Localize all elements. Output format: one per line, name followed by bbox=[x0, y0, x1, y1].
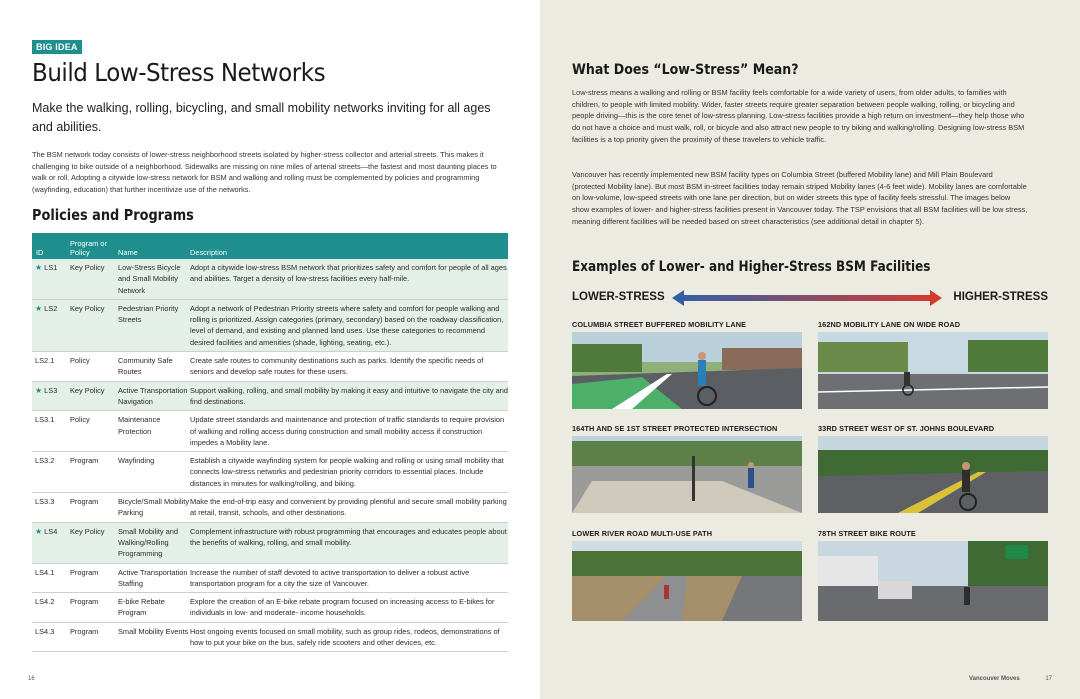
cell-id-text: LS2 bbox=[44, 303, 58, 313]
cell-type: Program bbox=[70, 497, 99, 507]
cell-id bbox=[32, 596, 70, 619]
star-icon: ★ bbox=[35, 263, 43, 272]
cell-id-text: LS1 bbox=[44, 263, 58, 272]
page-number-right: 17 bbox=[1045, 676, 1052, 682]
cell-name: Wayfinding bbox=[118, 456, 155, 466]
cell-type: Policy bbox=[70, 415, 90, 425]
photo-lower-river-road bbox=[572, 529, 802, 621]
cell-type: Key Policy bbox=[70, 303, 105, 313]
table-row bbox=[32, 352, 508, 382]
cell-desc: Adopt a citywide low-stress BSM network that prioritizes safety and comfort for people of all ages and abilities. Target a density of low-stress facilities every half-mile. bbox=[190, 263, 507, 284]
cell-type: Program bbox=[70, 597, 99, 607]
cell-type: Program bbox=[70, 626, 99, 636]
page-subtitle: Make the walking, rolling, bicycling, and small mobility networks inviting for all ages and abilities. bbox=[32, 101, 491, 134]
header-desc: Description bbox=[190, 248, 227, 257]
cell-id bbox=[32, 355, 70, 378]
cell-id-text: LS3.1 bbox=[35, 415, 55, 425]
footer-brand: Vancouver Moves bbox=[969, 676, 1020, 682]
cell-id bbox=[32, 496, 70, 519]
cell-desc: Establish a citywide wayfinding system for people walking and rolling or using small mobility that connects low-stress networks and pedestrian priority corridors to essential places. Include distances in minutes for walking/rolling, and biking. bbox=[190, 456, 504, 488]
table-row bbox=[32, 623, 508, 653]
double-arrow-icon bbox=[672, 290, 942, 306]
photo-image bbox=[818, 332, 1048, 409]
photo-image bbox=[572, 436, 802, 513]
table-row bbox=[32, 411, 508, 452]
cell-desc: Create safe routes to community destinations such as parks. Identify the specific needs of seniors and develop safe routes for these users. bbox=[190, 356, 484, 377]
table-header bbox=[32, 233, 508, 259]
photo-image bbox=[818, 541, 1048, 621]
table-row bbox=[32, 564, 508, 594]
cell-id bbox=[32, 303, 70, 348]
cell-desc: Update street standards and maintenance and protection of traffic standards to require provision of walking and rolling access during construction and small mobility access if construction impedes a Mobility lane. bbox=[190, 415, 505, 447]
star-icon: ★ bbox=[35, 303, 43, 313]
low-stress-heading: What Does “Low-Stress” Mean? bbox=[572, 62, 799, 78]
intro-paragraph: The BSM network today consists of lower-stress neighborhood streets isolated by higher-stress collector and arterial streets. This makes it challenging to bike outside of a neighborhood. Sidewalks are missing on nine miles of arterial streets—the fastest and most daunting places to walk or roll. Adopting a citywide low-stress network for BSM and walking and rolling must be complemented by policies and programming (wayfinding, education) that further incentivize use of the networks. bbox=[32, 150, 497, 194]
photo-caption: 162ND MOBILITY LANE ON WIDE ROAD bbox=[818, 320, 961, 329]
cell-id-text: LS4.2 bbox=[35, 597, 55, 607]
star-icon: ★ bbox=[35, 385, 43, 395]
cell-type: Program bbox=[70, 567, 99, 577]
policies-table bbox=[32, 233, 508, 652]
table-row bbox=[32, 259, 508, 300]
cell-name: Small Mobility Events bbox=[118, 626, 189, 636]
cell-desc: Make the end-of-trip easy and convenient by providing plentiful and secure small mobility parking at retail, transit, schools, and other destinations. bbox=[190, 497, 507, 518]
table-row bbox=[32, 493, 508, 523]
cell-type: Key Policy bbox=[70, 526, 105, 536]
page-number-left: 16 bbox=[28, 676, 35, 682]
stress-scale bbox=[572, 288, 1048, 308]
header-id: ID bbox=[36, 248, 44, 257]
cell-name: Maintenance Protection bbox=[118, 415, 161, 436]
header-name: Name bbox=[118, 248, 138, 257]
photo-image bbox=[818, 436, 1048, 513]
low-stress-paragraph-2: Vancouver has recently implemented new BSM facility types on Columbia Street (buffered Mobility lane) and Mill Plain Boulevard (protected Mobility lane). But most BSM in-street facilities today remain striped Mobility lanes (4-6 feet wide). Mobility lanes are comfortable on low-volume, low-speed streets with one lane per direction, but on wider streets this type of facility feels stressful. The images below show examples of lower- and higher-stress facilities present in Vancouver today. The TSP envisions that all BSM facilities will be low stress, meaning different facilities will be needed based on street characteristics (see additional detail in chapter 5). bbox=[572, 170, 1028, 226]
cell-desc: Increase the number of staff devoted to active transportation to deliver a robust active transportation program for a city the size of Vancouver. bbox=[190, 567, 470, 588]
cell-id-text: LS3.3 bbox=[35, 497, 55, 507]
star-icon: ★ bbox=[35, 526, 43, 536]
table-row bbox=[32, 593, 508, 623]
cell-id bbox=[32, 455, 70, 489]
cell-name: E-bike Rebate Program bbox=[118, 597, 165, 618]
table-row bbox=[32, 300, 508, 352]
higher-stress-label: HIGHER-STRESS bbox=[953, 291, 1048, 303]
cell-name: Small Mobility and Walking/Rolling Programming bbox=[118, 526, 178, 559]
photo-columbia bbox=[572, 320, 802, 409]
cell-id bbox=[32, 262, 70, 296]
cell-name: Active Transportation Staffing bbox=[118, 567, 188, 588]
photo-33rd bbox=[818, 424, 1048, 513]
cell-desc: Adopt a network of Pedestrian Priority streets where safety and comfort for people walking and rolling is prioritized. Assign categories (primary, secondary) based on the roadway classification, level of demand, and existing and planned land uses. Use these categories to recommend desired facilities and amenities (shade, lighting, seating, etc.). bbox=[190, 303, 504, 347]
photo-caption: 33RD STREET WEST OF ST. JOHNS BOULEVARD bbox=[818, 424, 995, 433]
cell-id-text: LS4 bbox=[44, 526, 58, 536]
table-row bbox=[32, 523, 508, 564]
lower-stress-label: LOWER-STRESS bbox=[572, 291, 665, 303]
cell-name: Bicycle/Small Mobility Parking bbox=[118, 497, 190, 518]
cell-desc: Host ongoing events focused on small mobility, such as group rides, rodeos, demonstrations of how to put your bike on the bus, safely ride scooters and other devices, etc. bbox=[190, 626, 500, 648]
cell-id-text: LS3 bbox=[44, 385, 58, 395]
cell-id bbox=[32, 526, 70, 560]
cell-id bbox=[32, 626, 70, 649]
cell-name: Active Transportation Navigation bbox=[118, 385, 188, 406]
cell-name: Low-Stress Bicycle and Small Mobility Network bbox=[118, 263, 181, 295]
cell-type: Key Policy bbox=[70, 385, 105, 395]
photo-caption: 78TH STREET BIKE ROUTE bbox=[818, 529, 916, 538]
photo-caption: LOWER RIVER ROAD MULTI-USE PATH bbox=[572, 529, 713, 538]
examples-heading: Examples of Lower- and Higher-Stress BSM Facilities bbox=[572, 259, 931, 275]
table-row bbox=[32, 382, 508, 412]
cell-desc: Complement infrastructure with robust programming that encourages and educates people about the benefits of walking, rolling, and small mobility. bbox=[190, 526, 507, 547]
cell-id bbox=[32, 567, 70, 590]
cell-id bbox=[32, 414, 70, 448]
cell-type: Key Policy bbox=[70, 263, 105, 272]
photo-image bbox=[572, 541, 802, 621]
page-title: Build Low-Stress Networks bbox=[32, 58, 326, 87]
low-stress-paragraph-1: Low-stress means a walking and rolling or BSM facility feels comfortable for a wide variety of users, from older adults, to families with children, to people with limited mobility. Wider, faster streets require greater separation between people walking, rolling, or bicycling and people driving—this is the core tenet of low-stress planning. Low-stress facilities provide a high return on investment—they help those who do not have a choice and must walk, roll, or bicycle and also attract new people to try biking and walking/rolling. Designing low-stress BSM facilities is a top priority given the proximity of these travelers to vehicle traffic. bbox=[572, 88, 1025, 144]
table-body bbox=[32, 259, 508, 652]
header-type: Program or Policy bbox=[70, 239, 107, 257]
cell-id-text: LS2.1 bbox=[35, 356, 55, 366]
policies-heading: Policies and Programs bbox=[32, 206, 194, 224]
photo-164th bbox=[572, 424, 802, 513]
cell-desc: Explore the creation of an E-bike rebate program focused on increasing access to E-bikes for individuals in low- and moderate- income households. bbox=[190, 597, 495, 618]
photo-image bbox=[572, 332, 802, 409]
table-row bbox=[32, 452, 508, 493]
cell-name: Community Safe Routes bbox=[118, 356, 173, 377]
cell-id bbox=[32, 385, 70, 408]
cell-id-text: LS4.3 bbox=[35, 626, 55, 636]
cell-type: Program bbox=[70, 456, 99, 466]
photo-caption: COLUMBIA STREET BUFFERED MOBILITY LANE bbox=[572, 320, 747, 329]
big-idea-badge: BIG IDEA bbox=[32, 40, 82, 54]
cell-type: Policy bbox=[70, 356, 90, 366]
cell-id-text: LS4.1 bbox=[35, 567, 55, 577]
cell-id-text: LS3.2 bbox=[35, 456, 55, 466]
photo-caption: 164TH AND SE 1ST STREET PROTECTED INTERSECTION bbox=[572, 424, 778, 433]
cell-desc: Support walking, rolling, and small mobility by making it easy and intuitive to navigate the city and find destinations. bbox=[190, 385, 508, 406]
photo-162nd bbox=[818, 320, 1048, 409]
photo-78th bbox=[818, 529, 1048, 621]
cell-name: Pedestrian Priority Streets bbox=[118, 303, 179, 325]
